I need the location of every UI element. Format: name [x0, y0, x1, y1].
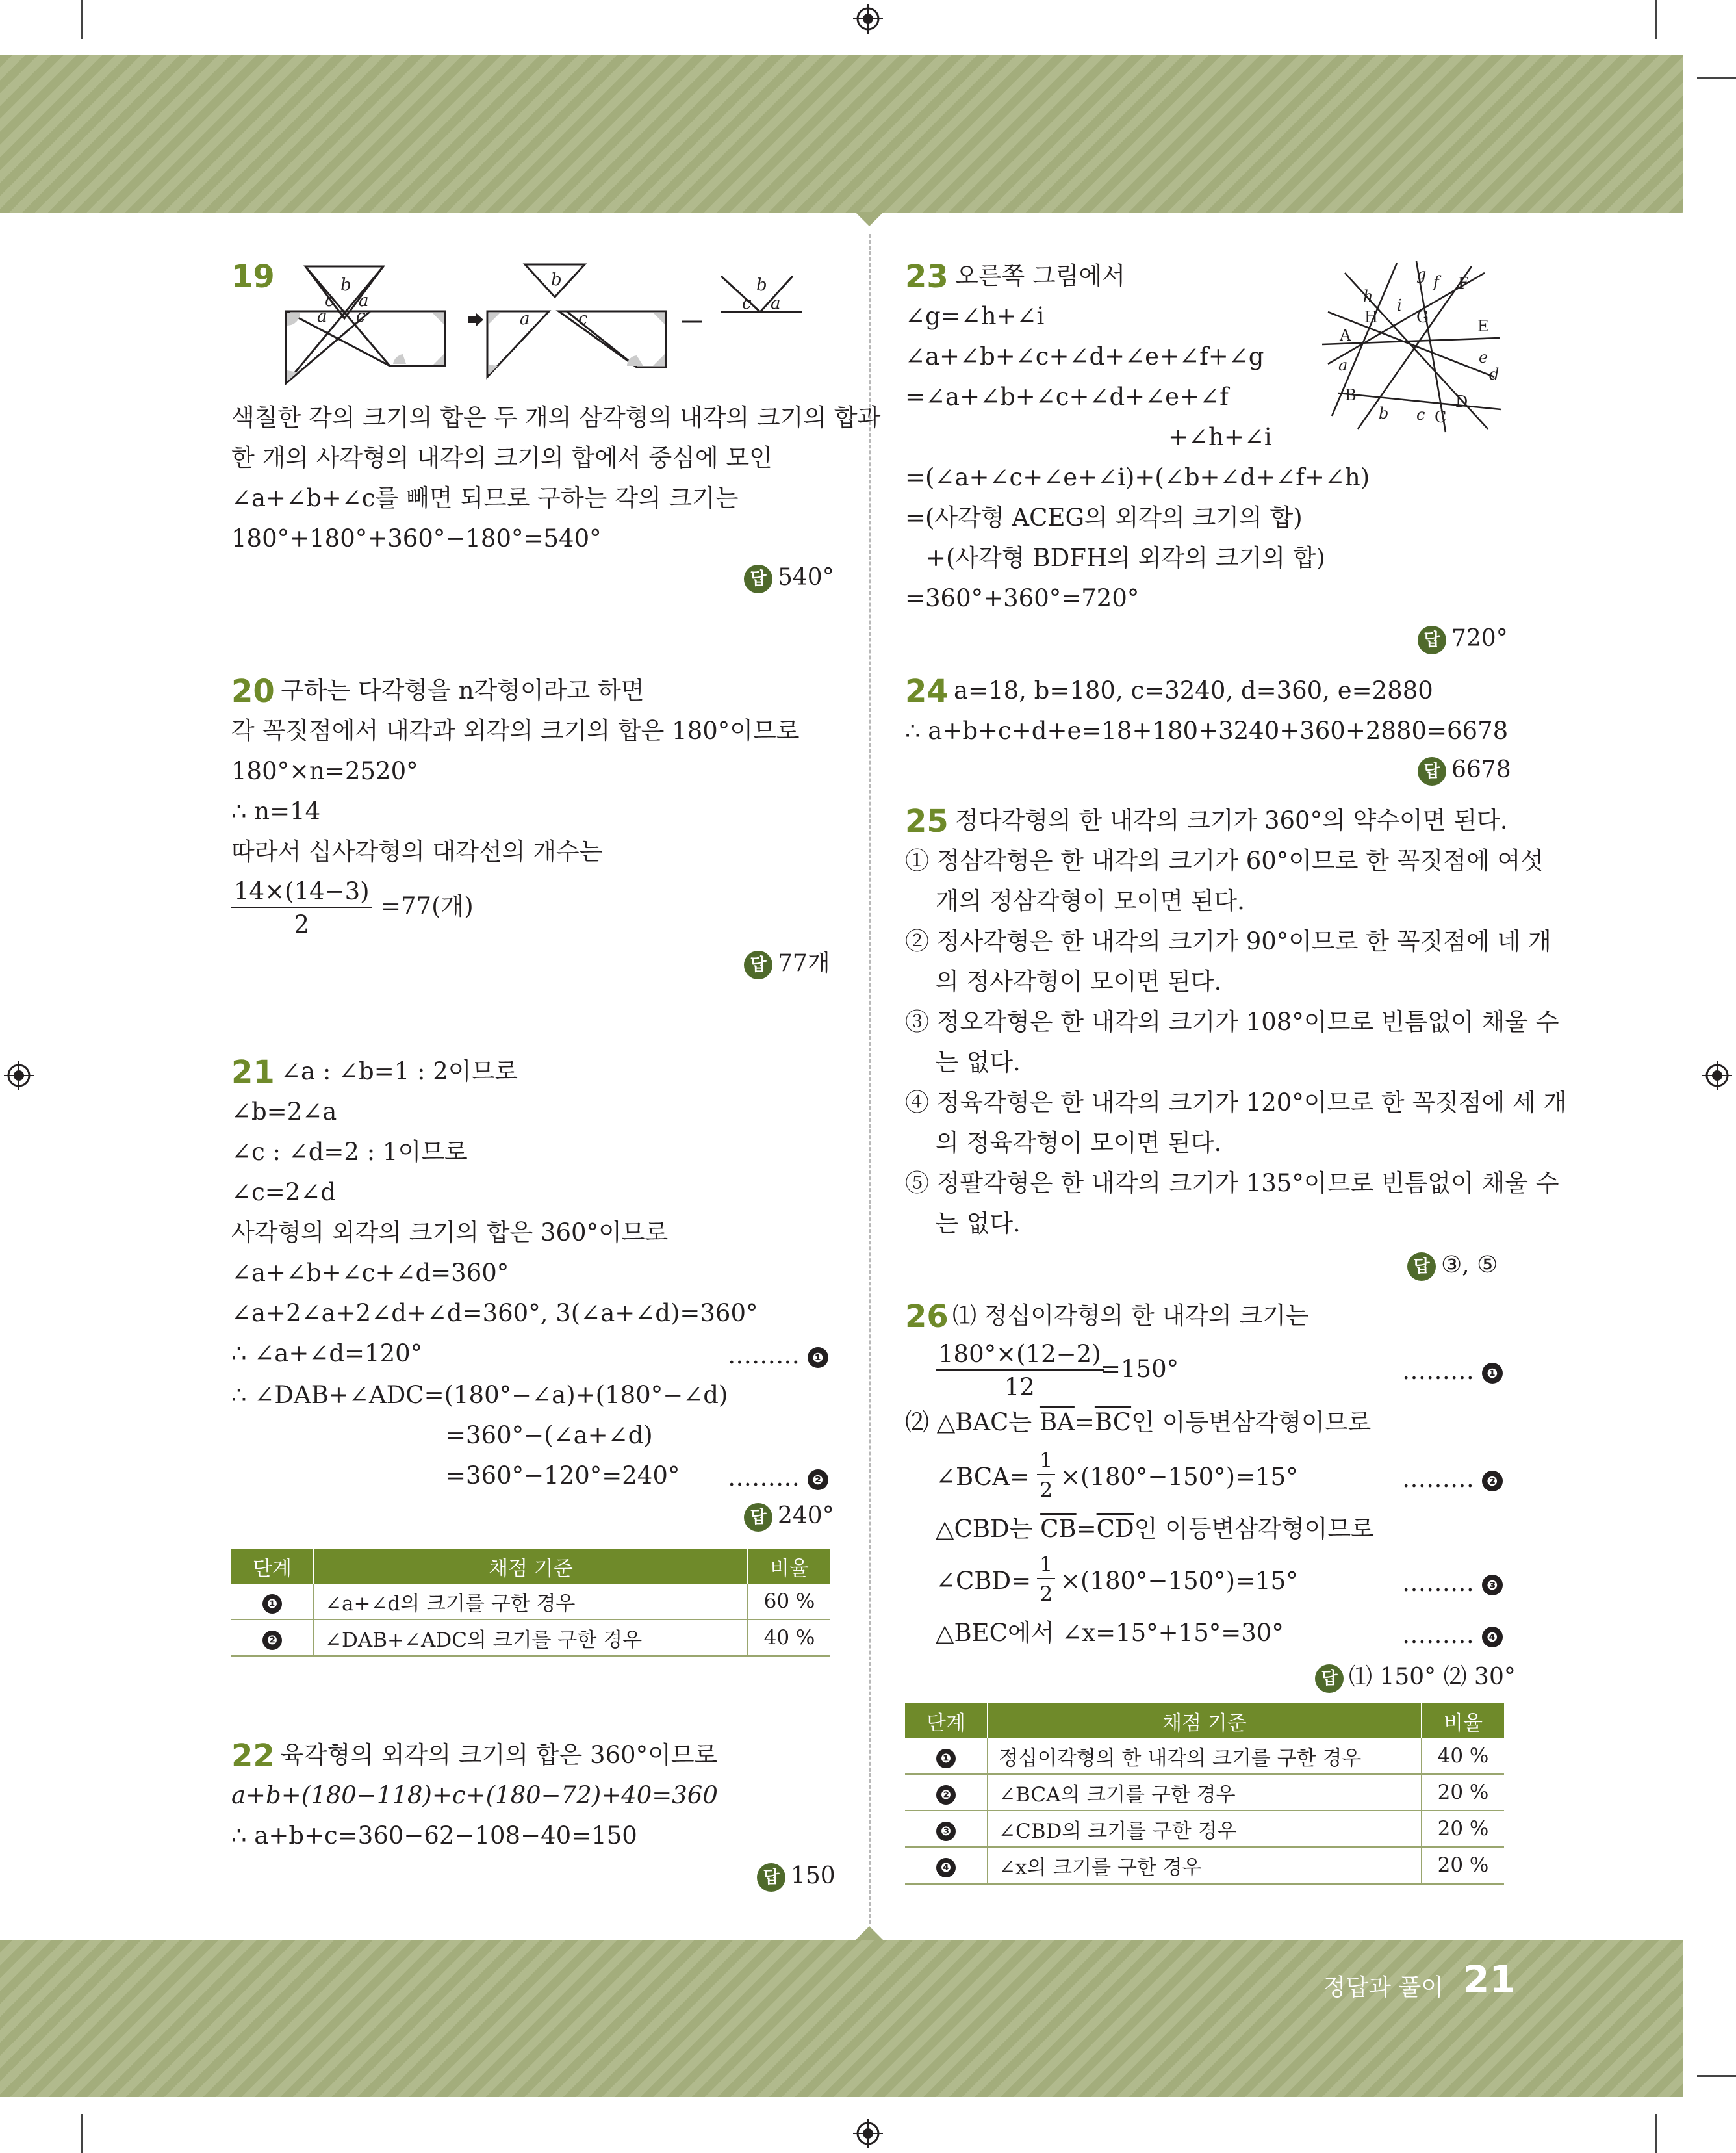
text-line: ∠b=2∠a: [231, 1098, 337, 1126]
text-line: ∠a+∠b+∠c를 빼면 되므로 구하는 각의 크기는: [231, 484, 739, 512]
text-line: ∠a+∠b+∠c+∠d=360°: [231, 1259, 509, 1287]
step-number: ❶: [808, 1347, 828, 1368]
text-line: ① 정삼각형은 한 내각의 크기가 60°이므로 한 꼭짓점에 여섯: [905, 847, 1544, 875]
fraction: [231, 877, 372, 938]
answer-value: 540°: [778, 564, 834, 591]
answer-badge: 답: [744, 951, 772, 979]
answer-badge: 답: [757, 1863, 785, 1892]
step-number: ❶: [936, 1749, 956, 1768]
step-number: ❶: [1482, 1363, 1503, 1384]
table-header: 비율: [1422, 1703, 1504, 1738]
step-marker: [728, 1341, 828, 1369]
fraction-numerator: 14×(14−3): [231, 877, 372, 908]
question-number: 25: [905, 803, 949, 840]
question-number: 24: [905, 673, 949, 710]
leader-dots: ………: [728, 1463, 800, 1491]
crop-mark: [1655, 2114, 1657, 2153]
leader-dots: ………: [728, 1341, 800, 1369]
step-number: ❷: [936, 1785, 956, 1805]
text-line: ⑴ 정십이각형의 한 내각의 크기는: [952, 1302, 1309, 1330]
text-line: a+b+(180−118)+c+(180−72)+40=360: [231, 1781, 718, 1809]
question-number: 26: [905, 1298, 949, 1335]
table-header: 단계: [905, 1703, 988, 1738]
fraction-denominator: 2: [1040, 1582, 1053, 1606]
text-line: ∠c=2∠d: [231, 1178, 336, 1206]
svg-text:c: c: [325, 291, 335, 311]
text-line: ∴ ∠DAB+∠ADC=(180°−∠a)+(180°−∠d): [231, 1381, 728, 1409]
text-line: 오른쪽 그림에서: [955, 262, 1125, 290]
svg-text:D: D: [1455, 393, 1468, 411]
text-line: ∴ ∠a+∠d=120°: [231, 1339, 423, 1367]
fraction-denominator: 2: [294, 910, 310, 938]
table-cell: 40 %: [1422, 1738, 1504, 1774]
leader-dots: ………: [1402, 1357, 1474, 1385]
answer: [1315, 1658, 1516, 1693]
answer-value: ⑴ 150° ⑵ 30°: [1349, 1664, 1516, 1690]
text-line: 각 꼭짓점에서 내각과 외각의 크기의 합은 180°이므로: [231, 717, 800, 745]
text-line: 한 개의 사각형의 내각의 크기의 합에서 중심에 모인: [231, 444, 772, 472]
text-line: 구하는 다각형을 n각형이라고 하면: [281, 677, 645, 704]
answer-value: 6678: [1451, 756, 1511, 783]
text-line: +∠h+∠i: [1168, 423, 1272, 451]
text-line: 는 없다.: [936, 1048, 1021, 1076]
svg-text:G: G: [1416, 308, 1429, 326]
answer: [744, 945, 830, 979]
text-line: ×(180°−150°)=15°: [1060, 1463, 1298, 1491]
table-header: 단계: [231, 1549, 314, 1584]
fraction-numerator: 1: [1037, 1552, 1055, 1579]
text-line: 색칠한 각의 크기의 합은 두 개의 삼각형의 내각의 크기의 합과: [231, 404, 881, 432]
answer: [744, 564, 834, 593]
question-number: 23: [905, 259, 949, 295]
text-line: 개의 정삼각형이 모이면 된다.: [936, 887, 1245, 915]
text-line: ⑤ 정팔각형은 한 내각의 크기가 135°이므로 빈틈없이 채울 수: [905, 1169, 1559, 1197]
text-line: 정다각형의 한 내각의 크기가 360°의 약수이면 된다.: [955, 806, 1508, 834]
text-line: ∠a+2∠a+2∠d+∠d=360°, 3(∠a+∠d)=360°: [231, 1299, 758, 1327]
svg-text:H: H: [1364, 308, 1378, 326]
answer-badge: 답: [1315, 1664, 1344, 1693]
table-row: [905, 1774, 1504, 1811]
answer-badge: 답: [744, 1503, 772, 1532]
segment-ba: $\overline{BA}$: [1039, 1408, 1075, 1436]
svg-text:B: B: [1345, 386, 1357, 404]
text-line: =∠a+∠b+∠c+∠d+∠e+∠f: [905, 383, 1229, 411]
table-cell: 20 %: [1422, 1811, 1504, 1847]
svg-text:F: F: [1458, 274, 1469, 292]
question-number: 20: [231, 673, 275, 710]
step-marker: [1402, 1357, 1503, 1385]
question-number: 21: [231, 1054, 275, 1090]
table-cell: ∠a+∠d의 크기를 구한 경우: [314, 1584, 748, 1619]
svg-text:h: h: [1363, 287, 1373, 305]
svg-text:C: C: [1435, 408, 1447, 426]
table-cell: 40 %: [748, 1619, 830, 1657]
table-cell: 20 %: [1422, 1774, 1504, 1811]
text-line: 는 없다.: [936, 1209, 1021, 1237]
step-number: ❹: [936, 1858, 956, 1877]
step-number: ❸: [1482, 1575, 1503, 1595]
answer-value: 720°: [1451, 625, 1508, 652]
text-line: ×(180°−150°)=15°: [1060, 1567, 1298, 1595]
fraction-denominator: 12: [1004, 1373, 1035, 1401]
table-row: [905, 1811, 1504, 1847]
text-line: ∴ a+b+c=360−62−108−40=150: [231, 1822, 637, 1850]
svg-text:c: c: [742, 294, 752, 313]
column-divider: [869, 234, 871, 1924]
header-notch: [855, 212, 884, 226]
fraction: [1037, 1448, 1055, 1502]
fraction-numerator: 1: [1037, 1448, 1055, 1475]
text-fragment: =: [1074, 1408, 1095, 1436]
text-line: =360°−120°=240°: [446, 1462, 680, 1489]
text-line: =(사각형 ACEG의 외각의 크기의 합): [905, 504, 1303, 532]
registration-mark-icon: [853, 4, 883, 34]
q23-star-figure: [1319, 253, 1507, 442]
text-line: 육각형의 외각의 크기의 합은 360°이므로: [281, 1741, 718, 1769]
text-line: =360°+360°=720°: [905, 584, 1140, 612]
text-line: [905, 1410, 1371, 1434]
text-line: △BEC에서 ∠x=15°+15°=30°: [936, 1619, 1284, 1647]
svg-text:c: c: [356, 307, 366, 326]
svg-text:b: b: [340, 276, 351, 295]
step-marker: [728, 1463, 828, 1491]
answer-badge: 답: [1418, 626, 1446, 654]
fraction: [1037, 1552, 1055, 1606]
svg-text:a: a: [317, 307, 327, 326]
svg-text:g: g: [1416, 265, 1427, 283]
footer-label: 정답과 풀이: [1323, 1974, 1444, 2001]
answer: [757, 1863, 836, 1892]
header-band: [0, 55, 1683, 213]
step-number: ❶: [262, 1594, 282, 1614]
text-line: ∠a+∠b+∠c+∠d+∠e+∠f+∠g: [905, 342, 1264, 370]
question-number: 22: [231, 1738, 275, 1774]
q19-figure: [273, 257, 812, 387]
fraction: [936, 1340, 1104, 1401]
answer-value: 240°: [778, 1502, 834, 1529]
text-fragment: ⑵ △BAC는: [905, 1408, 1040, 1436]
text-line: [936, 1517, 1374, 1541]
table-header: 채점 기준: [314, 1549, 748, 1584]
segment-cd: $\overline{CD}$: [1096, 1515, 1134, 1543]
svg-text:E: E: [1477, 317, 1489, 335]
svg-text:A: A: [1340, 326, 1351, 344]
svg-text:a: a: [359, 291, 369, 311]
svg-text:b: b: [756, 276, 767, 295]
step-number: ❹: [1482, 1627, 1503, 1647]
table-cell: ∠CBD의 크기를 구한 경우: [988, 1811, 1422, 1847]
step-number: ❷: [1482, 1471, 1503, 1491]
segment-bc: $\overline{BC}$: [1094, 1408, 1132, 1436]
registration-mark-icon: [4, 1061, 34, 1090]
answer: [1407, 1252, 1498, 1281]
text-line: =150°: [1101, 1355, 1179, 1383]
footer-band: [0, 1940, 1683, 2097]
svg-text:a: a: [771, 294, 781, 313]
table-row: [905, 1738, 1504, 1774]
text-line: ③ 정오각형은 한 내각의 크기가 108°이므로 빈틈없이 채울 수: [905, 1008, 1559, 1036]
crop-mark: [1697, 2075, 1736, 2077]
step-marker: [1402, 1621, 1503, 1649]
fraction-numerator: 180°×(12−2): [936, 1340, 1104, 1371]
registration-mark-icon: [853, 2119, 883, 2148]
leader-dots: ………: [1402, 1465, 1474, 1493]
answer: [744, 1502, 834, 1532]
table-cell: ∠BCA의 크기를 구한 경우: [988, 1774, 1422, 1811]
text-fragment: 인 이등변삼각형이므로: [1134, 1515, 1374, 1543]
crop-mark: [81, 0, 83, 39]
leader-dots: ………: [1402, 1621, 1474, 1649]
table-row: [231, 1619, 830, 1657]
text-line: ∴ n=14: [231, 797, 321, 825]
registration-mark-icon: [1702, 1061, 1732, 1090]
text-line: ∠g=∠h+∠i: [905, 302, 1045, 330]
text-fragment: =: [1076, 1515, 1097, 1543]
text-line: 180°+180°+360°−180°=540°: [231, 524, 602, 552]
svg-text:a: a: [520, 309, 530, 329]
svg-text:i: i: [1397, 296, 1402, 315]
answer: [1418, 756, 1511, 786]
answer-badge: 답: [744, 565, 772, 593]
text-line: =(∠a+∠c+∠e+∠i)+(∠b+∠d+∠f+∠h): [905, 463, 1370, 491]
answer-badge: 답: [1407, 1252, 1436, 1281]
crop-mark: [1697, 77, 1736, 79]
answer-value: 77개: [778, 950, 830, 977]
svg-text:b: b: [1379, 404, 1389, 422]
svg-text:a: a: [1338, 356, 1348, 374]
text-line: =77(개): [381, 892, 474, 920]
text-line: 180°×n=2520°: [231, 757, 418, 785]
text-line: ∠CBD=: [936, 1567, 1032, 1595]
crop-mark: [81, 2114, 83, 2153]
text-line: 의 정사각형이 모이면 된다.: [936, 968, 1222, 996]
answer-value: 150: [791, 1863, 836, 1889]
table-cell: 60 %: [748, 1584, 830, 1619]
text-line: ∠a : ∠b=1 : 2이므로: [281, 1057, 518, 1085]
table-cell: 정십이각형의 한 내각의 크기를 구한 경우: [988, 1738, 1422, 1774]
text-line: 의 정육각형이 모이면 된다.: [936, 1129, 1222, 1157]
text-fragment: △CBD는: [936, 1515, 1041, 1543]
step-marker: [1402, 1465, 1503, 1493]
footer-notch: [855, 1926, 884, 1940]
table-cell: 20 %: [1422, 1847, 1504, 1884]
svg-text:b: b: [551, 270, 562, 290]
text-line: ∠BCA=: [936, 1463, 1030, 1491]
grading-table: [231, 1549, 830, 1657]
crop-mark: [1655, 0, 1657, 39]
text-line: ∠c : ∠d=2 : 1이므로: [231, 1138, 468, 1166]
text-line: +(사각형 BDFH의 외각의 크기의 합): [926, 544, 1325, 572]
step-marker: [1402, 1569, 1503, 1597]
text-line: ② 정사각형은 한 내각의 크기가 90°이므로 한 꼭짓점에 네 개: [905, 927, 1551, 955]
answer-value: ③, ⑤: [1441, 1252, 1498, 1278]
table-row: [231, 1584, 830, 1619]
question-number: 19: [231, 259, 275, 295]
table-row: [905, 1847, 1504, 1884]
table-header: 비율: [748, 1549, 830, 1584]
text-line: 따라서 십사각형의 대각선의 개수는: [231, 838, 603, 866]
svg-text:c: c: [1416, 406, 1425, 424]
step-number: ❷: [808, 1469, 828, 1490]
text-line: ④ 정육각형은 한 내각의 크기가 120°이므로 한 꼭짓점에 세 개: [905, 1089, 1567, 1116]
text-fragment: 인 이등변삼각형이므로: [1131, 1408, 1372, 1436]
segment-cb: $\overline{CB}$: [1040, 1515, 1077, 1543]
text-line: ∴ a+b+c+d+e=18+180+3240+360+2880=6678: [905, 717, 1509, 745]
leader-dots: ………: [1402, 1569, 1474, 1597]
text-line: =360°−(∠a+∠d): [446, 1421, 653, 1449]
answer-badge: 답: [1418, 757, 1446, 786]
table-header: 채점 기준: [988, 1703, 1422, 1738]
step-number: ❷: [262, 1631, 282, 1650]
fraction-denominator: 2: [1040, 1478, 1053, 1502]
svg-text:d: d: [1489, 365, 1500, 383]
svg-text:f: f: [1433, 273, 1439, 291]
page-number: 21: [1463, 1957, 1516, 2002]
text-line: a=18, b=180, c=3240, d=360, e=2880: [954, 677, 1433, 704]
svg-text:e: e: [1479, 348, 1488, 367]
grading-table: [905, 1703, 1504, 1885]
answer: [1418, 625, 1508, 654]
table-cell: ∠DAB+∠ADC의 크기를 구한 경우: [314, 1619, 748, 1657]
text-line: 사각형의 외각의 크기의 합은 360°이므로: [231, 1218, 669, 1246]
table-cell: ∠x의 크기를 구한 경우: [988, 1847, 1422, 1884]
step-number: ❸: [936, 1822, 956, 1841]
svg-text:c: c: [578, 309, 588, 329]
